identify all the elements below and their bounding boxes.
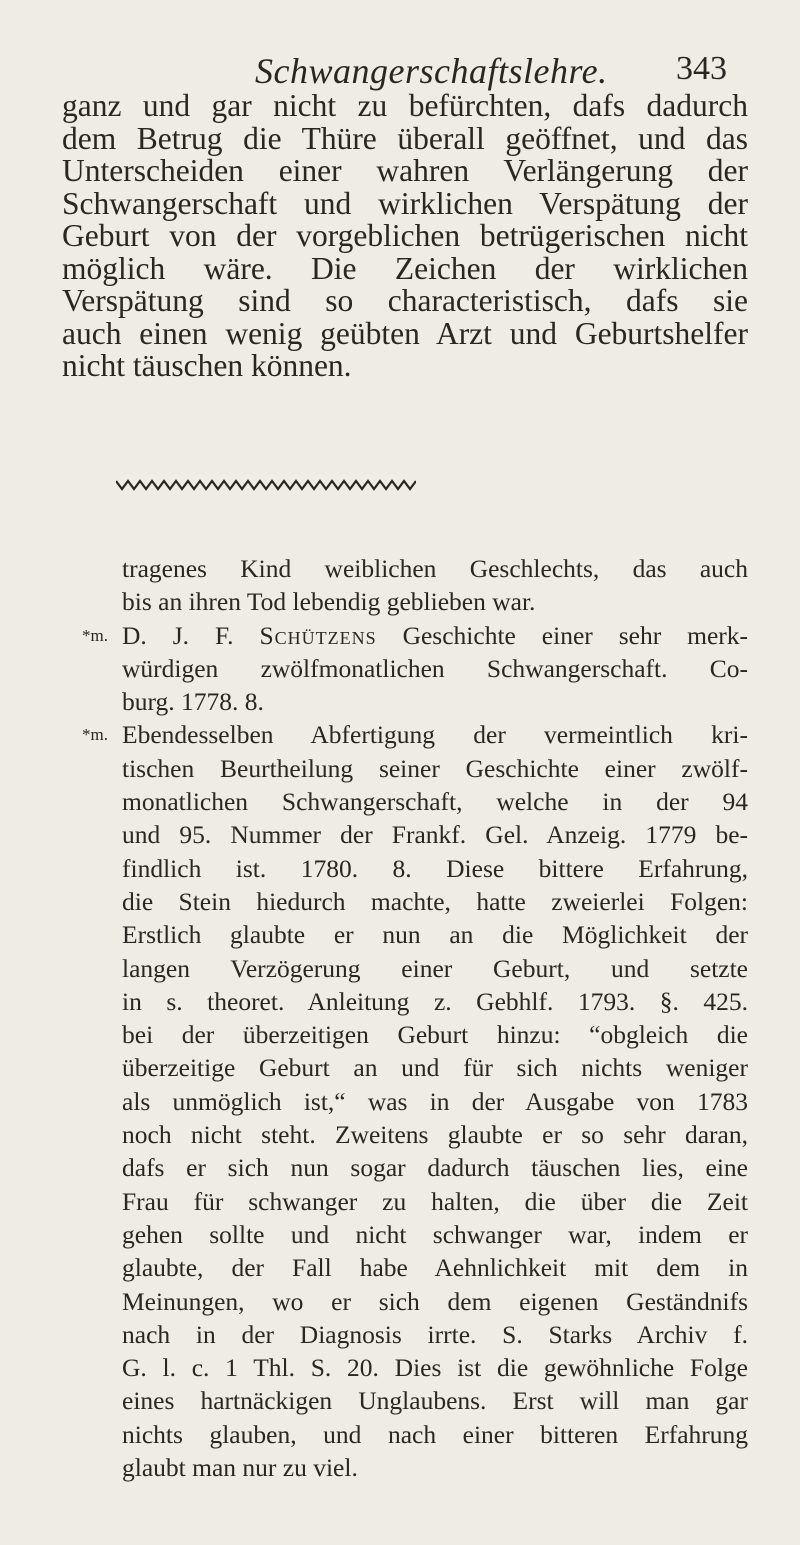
footnote-line: tragenes Kind weiblichen Geschlechts, das auch [122, 554, 748, 583]
footnote-line: Meinungen, wo er sich dem eigenen Geständnifs [122, 1286, 748, 1316]
page-number: 343 [676, 50, 727, 87]
footnote-line: langen Verzögerung einer Geburt, und setzte [122, 953, 748, 983]
text-line: Unterscheiden einer wahren Verlängerung der [62, 153, 748, 188]
main-paragraph [62, 90, 748, 383]
text-line: Schwangerschaft und wirklichen Verspätung der [62, 185, 748, 221]
footnote-line: die Stein hiedurch machte, hatte zweierlei Folgen: [122, 886, 748, 916]
footnote-line: eines hartnäckigen Unglaubens. Erst will man gar [122, 1386, 748, 1416]
text-line: auch einen wenig geübten Arzt und Geburtshelfer [62, 315, 748, 351]
footnote-line: glaubt man nur zu viel. [122, 1453, 358, 1483]
zigzag-rule-ornament-icon [116, 478, 416, 492]
footnote-line: nichts glauben, und nach einer bitteren Erfahrung [122, 1419, 748, 1449]
text-line: möglich wäre. Die Zeichen der wirklichen [62, 250, 748, 286]
text-line: Verspätung sind so characteristisch, dafs sie [62, 283, 748, 318]
footnote-m2 [82, 718, 748, 1484]
footnote-line: gehen sollte und nicht schwanger war, indem er [122, 1219, 748, 1249]
footnote-line: als unmöglich ist,“ was in der Ausgabe von 1783 [122, 1086, 748, 1116]
footnote-line: G. l. c. 1 Thl. S. 20. Dies ist die gewöhnliche Folge [122, 1353, 748, 1383]
footnote-line: noch nicht steht. Zweitens glaubte er so sehr daran, [122, 1120, 748, 1150]
footnote-line: D. J. F. Schützens Geschichte einer sehr merk- [122, 620, 749, 650]
footnote-m1 [82, 619, 749, 719]
footnote-text: Geschichte einer sehr merk- [402, 620, 749, 650]
footnote-line: Frau für schwanger zu halten, die über die Zeit [122, 1186, 748, 1216]
footnote-line: monatlichen Schwangerschaft, welche in der 94 [122, 787, 748, 817]
footnotes [82, 552, 749, 1484]
text-line: nicht täuschen können. [62, 348, 352, 383]
footnote-line: überzeitige Geburt an und für sich nichts weniger [122, 1053, 748, 1083]
footnote-line: und 95. Nummer der Frankf. Gel. Anzeig. 1779 be- [122, 820, 748, 850]
text-line: dem Betrug die Thüre überall geöffnet, und das [62, 120, 748, 156]
footnote-line: Ebendesselben Abfertigung der vermeintlich kri- [122, 720, 748, 750]
footnote-line: bei der überzeitigen Geburt hinzu: “obgleich die [122, 1020, 748, 1050]
author-name: Schützens [259, 620, 377, 650]
footnote-line: nach in der Diagnosis irrte. S. Starks Archiv f. [122, 1319, 748, 1349]
footnote-line: tischen Beurtheilung seiner Geschichte einer zwölf- [122, 753, 748, 783]
running-title: Schwangerschaftslehre. [255, 51, 608, 91]
footnote-marker: *m. [82, 625, 108, 645]
text-line: ganz und gar nicht zu befürchten, dafs dadurch [62, 88, 748, 123]
footnote-line: dafs er sich nun sogar dadurch täuschen lies, eine [122, 1153, 748, 1183]
footnote-line: würdigen zwölfmonatlichen Schwangerschaft. Co- [122, 653, 748, 683]
footnote-line: bis an ihren Tod lebendig geblieben war. [122, 587, 536, 617]
footnote-line: findlich ist. 1780. 8. Diese bittere Erfahrung, [122, 853, 748, 883]
footnote-line: glaubte, der Fall habe Aehnlichkeit mit dem in [122, 1253, 748, 1283]
text-line: Geburt von der vorgeblichen betrügerischen nicht [62, 218, 748, 253]
footnote-line: Erstlich glaubte er nun an die Möglichkeit der [122, 920, 748, 950]
footnote-line: in s. theoret. Anleitung z. Gebhlf. 1793. §. 425. [122, 986, 748, 1016]
footnote-line: burg. 1778. 8. [122, 687, 264, 717]
footnote-marker: *m. [82, 725, 108, 745]
